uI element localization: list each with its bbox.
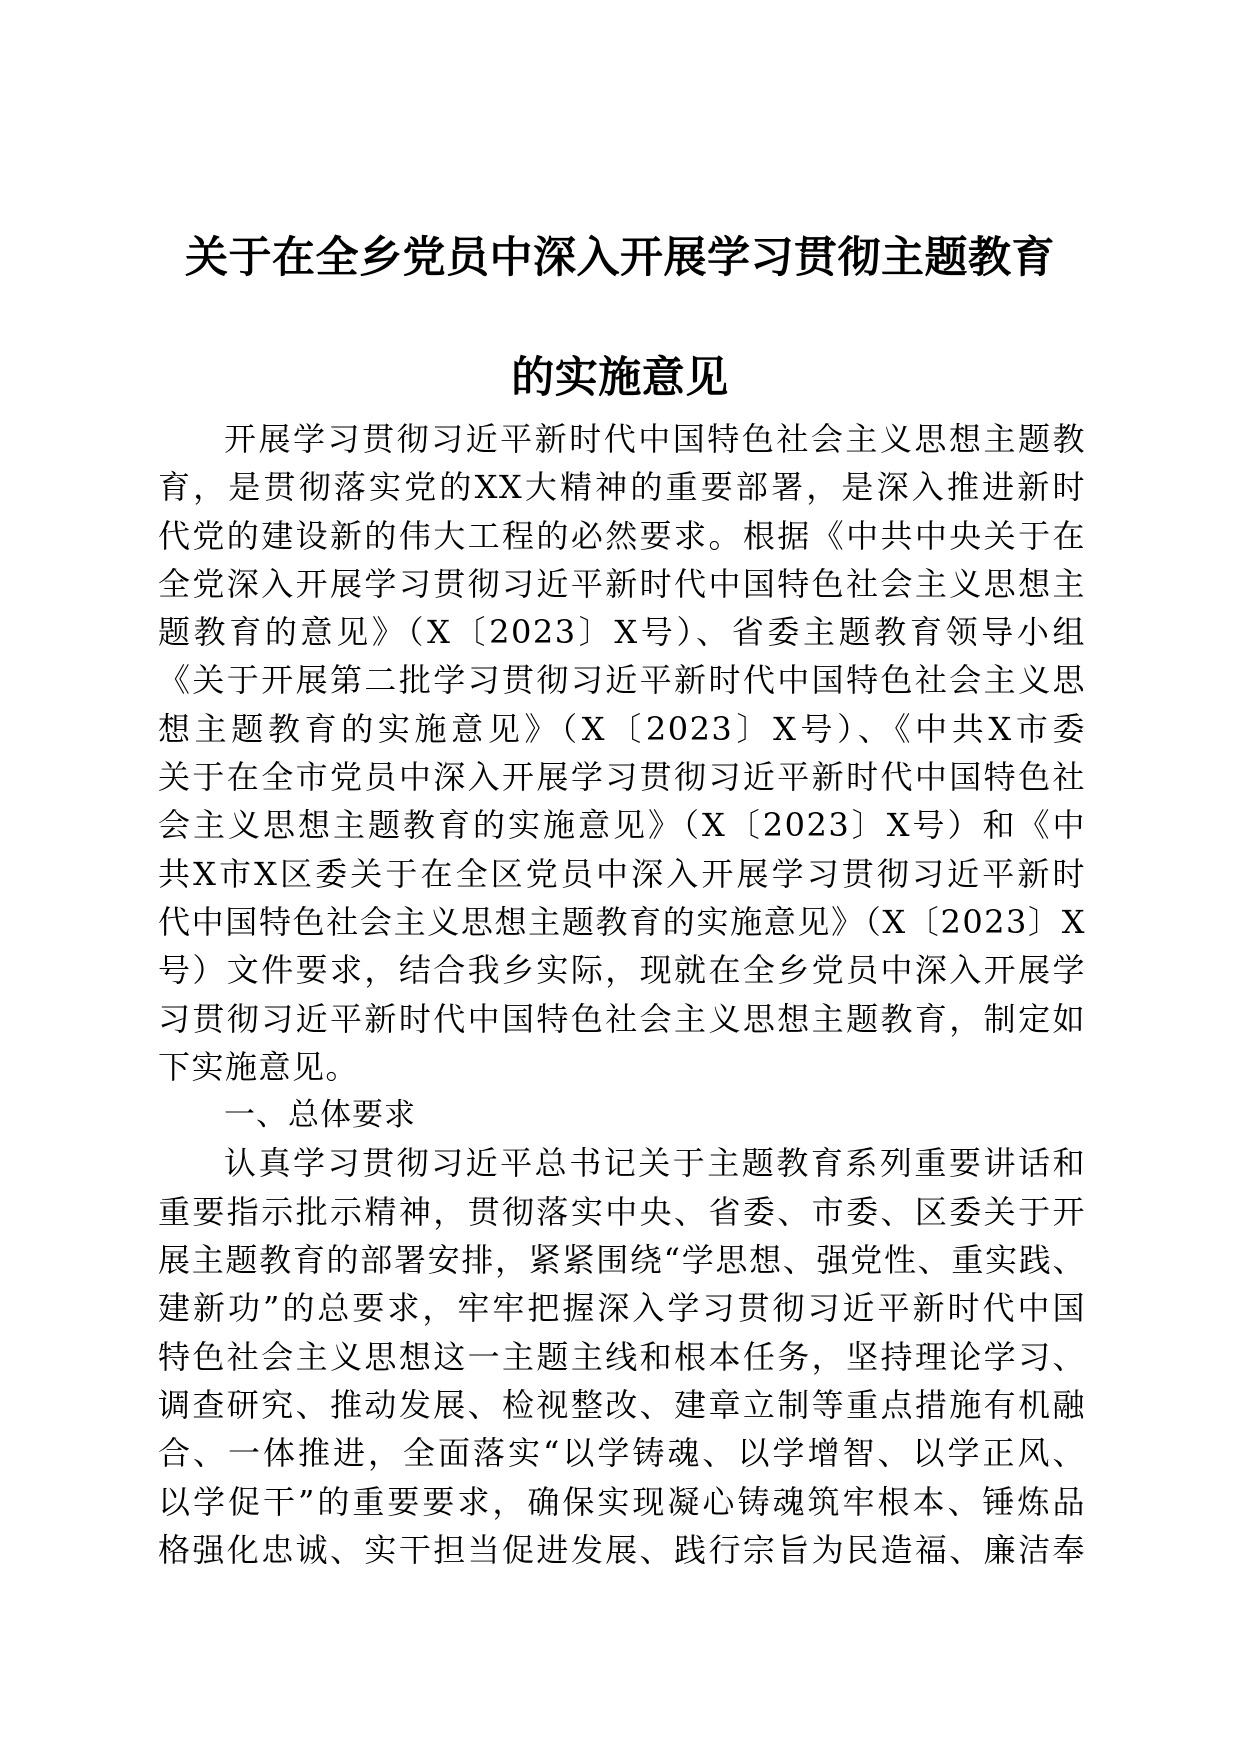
text-line: 会主义思想主题教育的实施意见》（X〔2023〕X号）和《中	[158, 806, 1086, 845]
text-line: 下实施意见。	[158, 1047, 360, 1086]
text-line: 开展学习贯彻习近平新时代中国特色社会主义思想主题教	[224, 420, 1086, 458]
text-line: 代中国特色社会主义思想主题教育的实施意见》（X〔2023〕X	[158, 902, 1086, 941]
text-line: 关于在全市党员中深入开展学习贯彻习近平新时代中国特色社	[158, 758, 1086, 797]
text-line: 代党的建设新的伟大工程的必然要求。根据《中共中央关于在	[158, 516, 1086, 555]
text-line: 认真学习贯彻习近平总书记关于主题教育系列重要讲话和	[224, 1144, 1086, 1183]
text-line: 《关于开展第二批学习贯彻习近平新时代中国特色社会主义思	[158, 661, 1086, 700]
text-line: 格强化忠诚、实干担当促进发展、践行宗旨为民造福、廉洁奉	[158, 1530, 1086, 1569]
text-line: 建新功”的总要求，牢牢把握深入学习贯彻习近平新时代中国	[158, 1289, 1086, 1328]
document-title-line-2: 的实施意见	[511, 353, 729, 403]
text-line: 号）文件要求，结合我乡实际，现就在全乡党员中深入开展学	[158, 951, 1086, 990]
text-line: 调查研究、推动发展、检视整改、建章立制等重点措施有机融	[158, 1385, 1086, 1424]
paragraph-general-requirements	[158, 1139, 1086, 1574]
paragraph-intro	[158, 415, 1086, 1091]
text-line: 特色社会主义思想这一主题主线和根本任务，坚持理论学习、	[158, 1337, 1086, 1376]
text-line: 展主题教育的部署安排，紧紧围绕“学思想、强党性、重实践、	[158, 1241, 1086, 1280]
text-line: 共X市X区委关于在全区党员中深入开展学习贯彻习近平新时	[158, 854, 1086, 893]
text-line: 题教育的意见》（X〔2023〕X号）、省委主题教育领导小组	[158, 613, 1086, 652]
section-heading-general-requirements: 一、总体要求	[224, 1097, 416, 1134]
document-body	[158, 415, 1086, 1574]
text-line: 合、一体推进，全面落实“以学铸魂、以学增智、以学正风、	[158, 1434, 1086, 1473]
text-line: 以学促干”的重要要求，确保实现凝心铸魂筑牢根本、锤炼品	[158, 1482, 1086, 1521]
text-line: 重要指示批示精神，贯彻落实中央、省委、市委、区委关于开	[158, 1192, 1086, 1231]
text-line: 全党深入开展学习贯彻习近平新时代中国特色社会主义思想主	[158, 564, 1086, 603]
text-line: 育，是贯彻落实党的XX大精神的重要部署，是深入推进新时	[158, 468, 1086, 507]
document-title-line-1: 关于在全乡党员中深入开展学习贯彻主题教育	[185, 233, 1055, 283]
text-line: 习贯彻习近平新时代中国特色社会主义思想主题教育，制定如	[158, 999, 1086, 1038]
text-line: 想主题教育的实施意见》（X〔2023〕X号）、《中共X市委	[158, 709, 1086, 748]
